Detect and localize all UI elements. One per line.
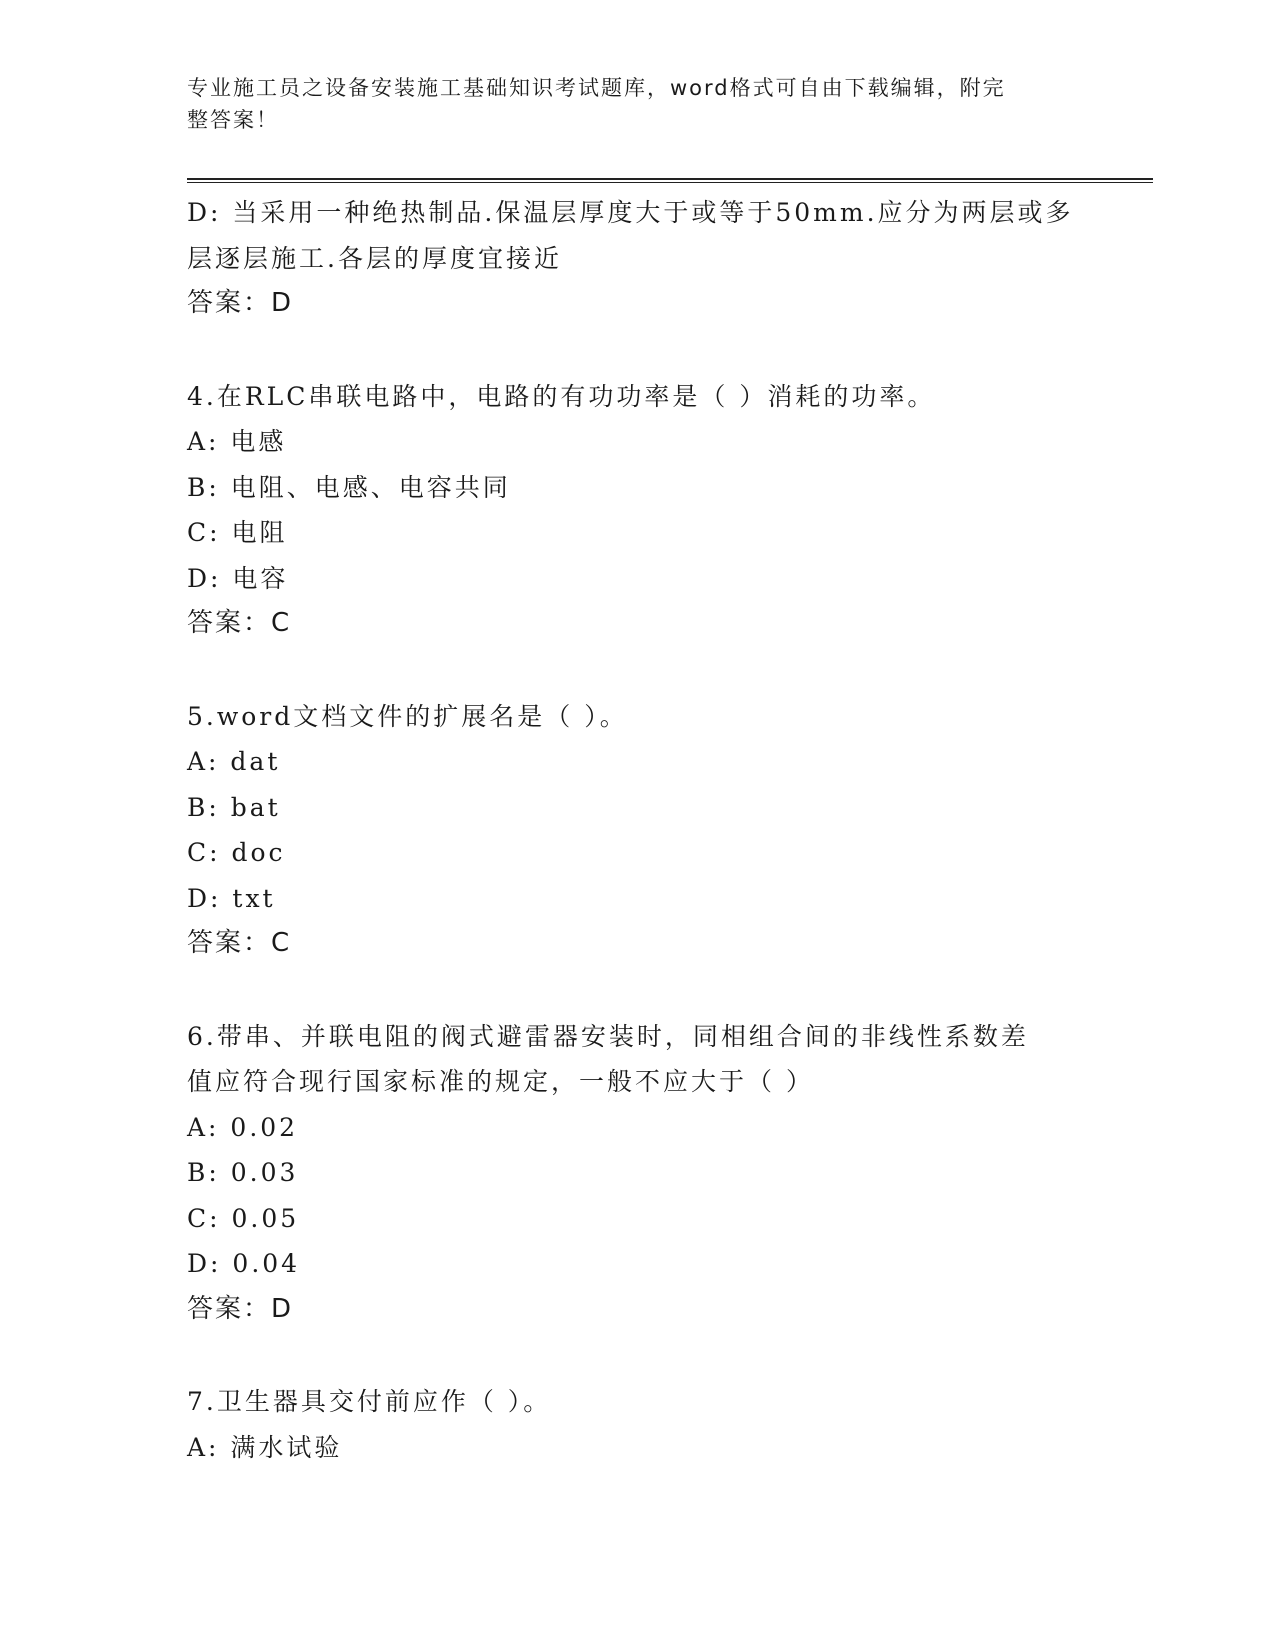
header-divider bbox=[187, 178, 1153, 183]
question-7 bbox=[187, 1379, 1087, 1470]
question-text: 5.word文档文件的扩展名是（ ）。 bbox=[187, 701, 628, 731]
option-d: D: txt bbox=[187, 883, 276, 913]
answer: 答案：D bbox=[187, 1293, 294, 1324]
option-a: A: dat bbox=[187, 747, 281, 776]
option-a: A: 满水试验 bbox=[187, 1432, 343, 1462]
option-c: C: doc bbox=[187, 838, 286, 867]
document-header bbox=[187, 72, 1067, 136]
question-5 bbox=[187, 694, 1087, 967]
answer: 答案：D bbox=[187, 288, 294, 318]
question-4 bbox=[187, 374, 1087, 647]
question-3-tail bbox=[187, 190, 1087, 327]
option-b: B: 电阻、电感、电容共同 bbox=[187, 472, 511, 502]
option-c: C: 0.05 bbox=[187, 1203, 300, 1233]
option-d: D: 电容 bbox=[187, 563, 289, 593]
answer: 答案：C bbox=[187, 608, 292, 638]
option-b: B: bat bbox=[187, 792, 281, 822]
option-d: D: 0.04 bbox=[187, 1249, 301, 1278]
option-a: A: 电感 bbox=[187, 427, 287, 456]
option-a: A: 0.02 bbox=[187, 1112, 299, 1142]
answer: 答案：C bbox=[187, 928, 292, 958]
question-text: 6.带串、并联电阻的阀式避雷器安装时，同相组合间的非线性系数差 bbox=[187, 1021, 1029, 1051]
header-line-1: 专业施工员之设备安装施工基础知识考试题库，word格式可自由下载编辑，附完 bbox=[187, 76, 1006, 100]
option-d: D: 当采用一种绝热制品.保温层厚度大于或等于50mm.应分为两层或多 bbox=[187, 198, 1074, 227]
option-b: B: 0.03 bbox=[187, 1158, 299, 1187]
question-list bbox=[187, 190, 1087, 1470]
question-6 bbox=[187, 1014, 1087, 1333]
question-text-continued: 值应符合现行国家标准的规定，一般不应大于（ ） bbox=[187, 1067, 814, 1096]
question-text: 7.卫生器具交付前应作（ ）。 bbox=[187, 1387, 552, 1416]
option-d-continued: 层逐层施工.各层的厚度宜接近 bbox=[187, 243, 562, 273]
question-text: 4.在RLC串联电路中，电路的有功功率是（ ）消耗的功率。 bbox=[187, 381, 936, 411]
option-c: C: 电阻 bbox=[187, 518, 288, 547]
header-line-2: 整答案！ bbox=[187, 108, 279, 132]
